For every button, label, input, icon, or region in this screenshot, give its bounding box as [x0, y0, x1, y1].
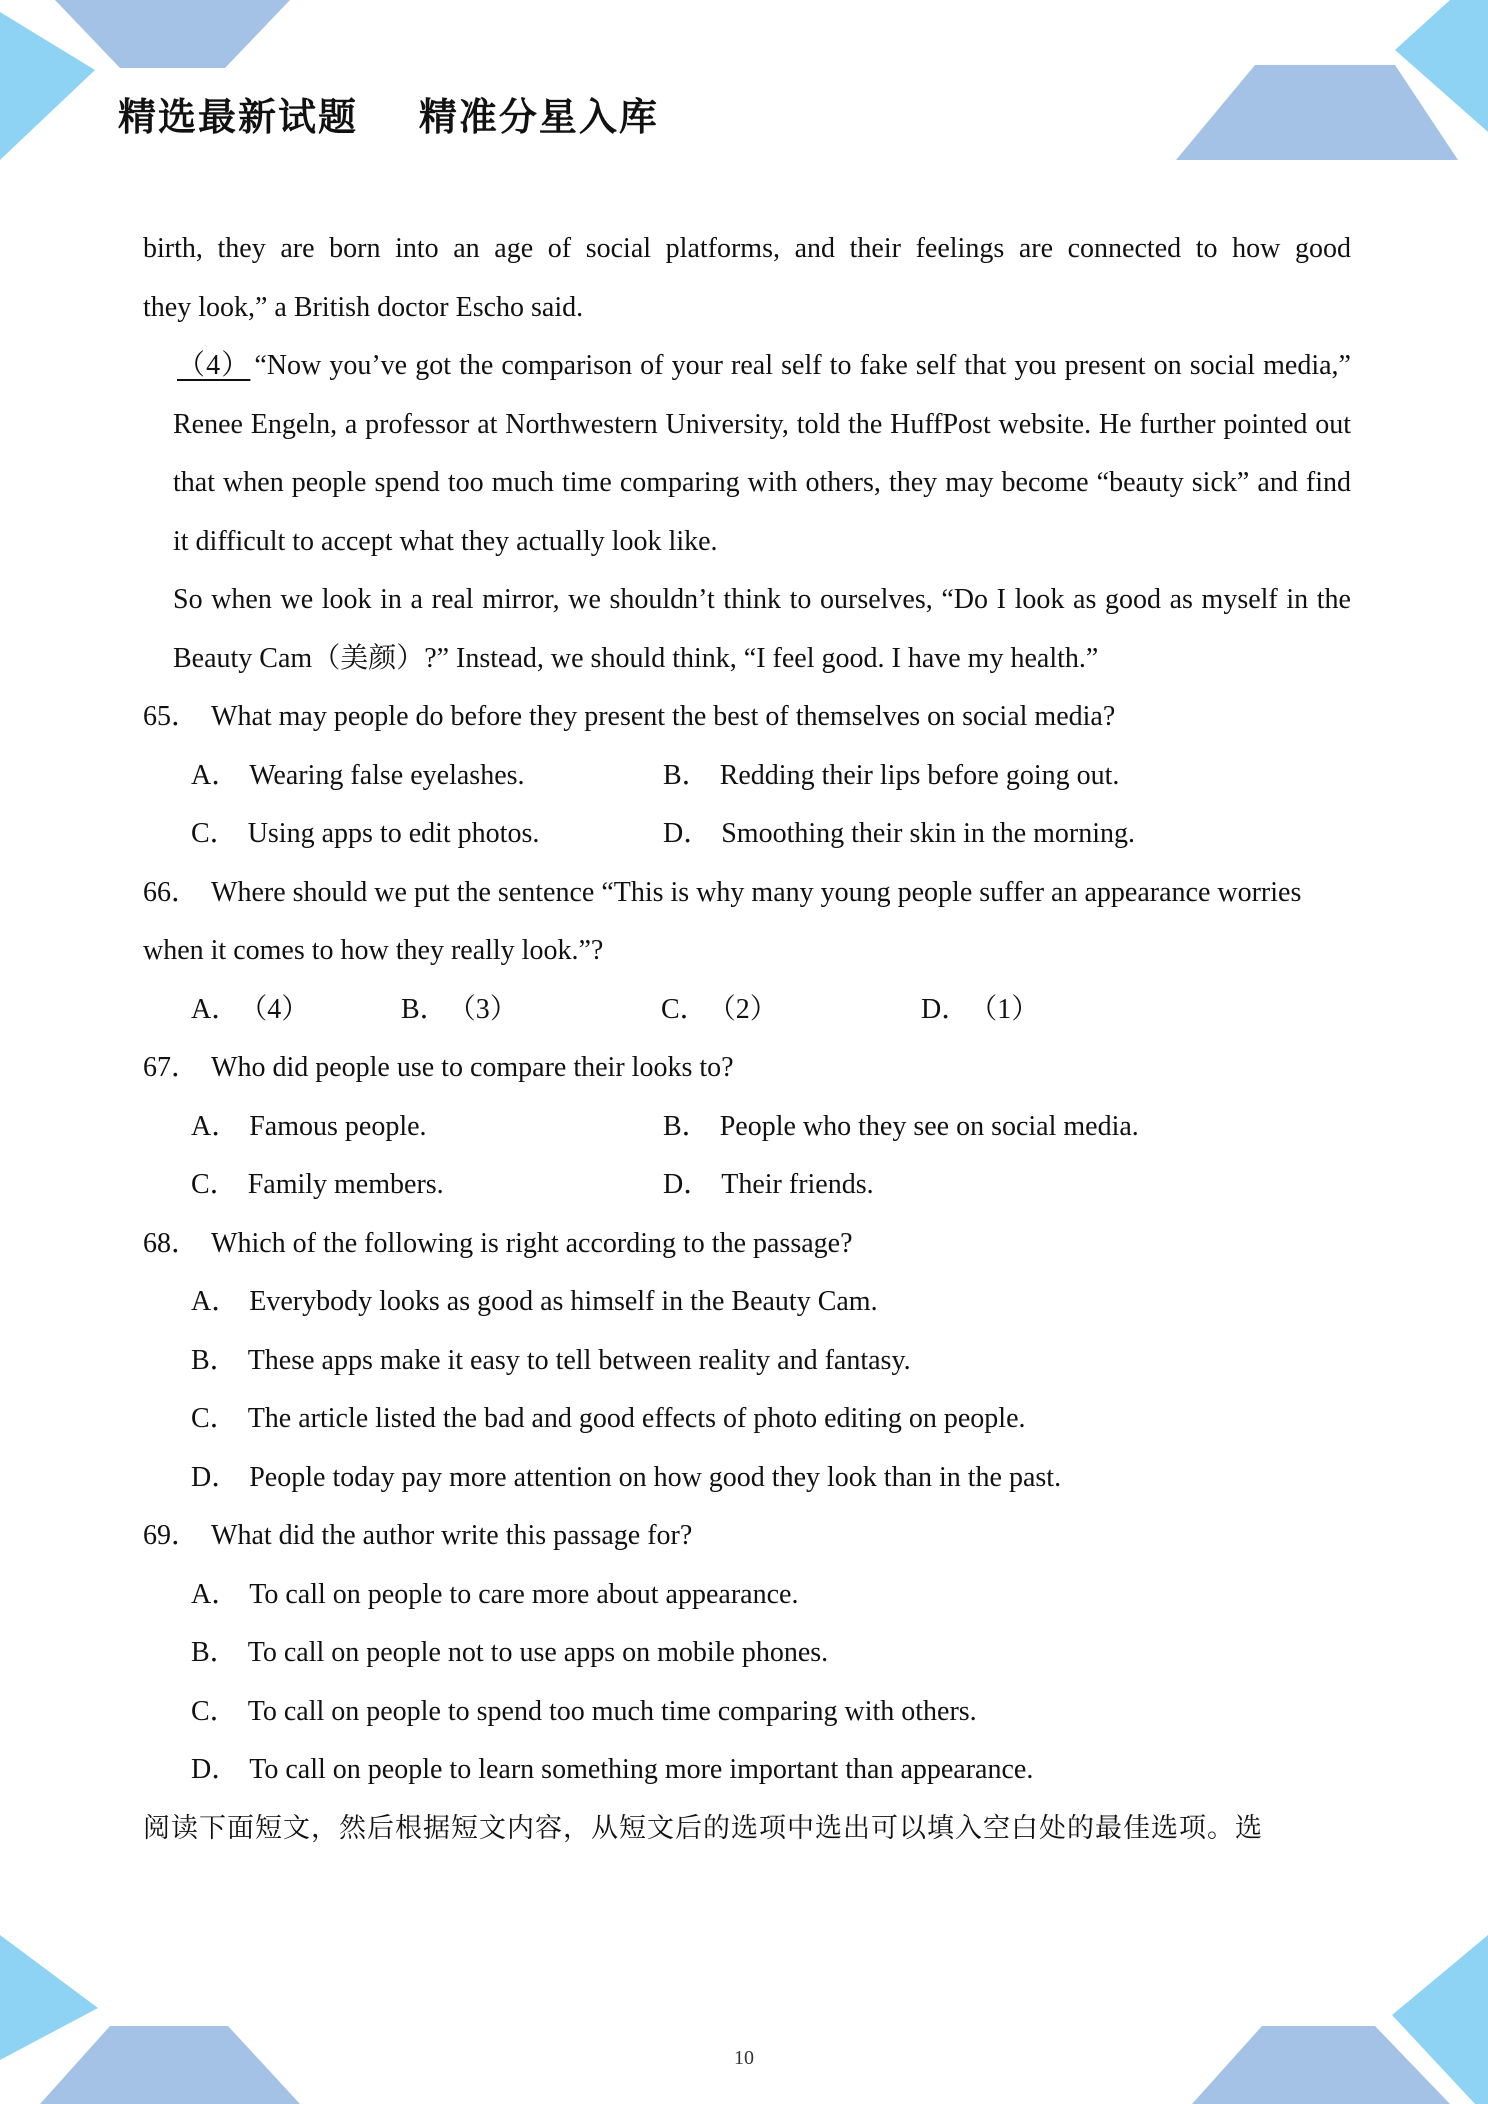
option-d — [143, 1741, 1351, 1800]
question-66 — [143, 864, 1351, 1040]
option-b — [143, 1332, 1351, 1391]
question-number: 68． — [143, 1227, 200, 1259]
option-text: Wearing false eyelashes. — [249, 759, 525, 791]
blank-marker: （4） — [177, 350, 251, 381]
option-text: These apps make it easy to tell between reality and fantasy. — [247, 1344, 911, 1376]
option-c — [661, 981, 921, 1040]
option-letter: A． — [191, 1286, 240, 1317]
option-letter: B． — [663, 1110, 710, 1142]
option-text: Smoothing their skin in the morning. — [721, 818, 1135, 849]
page-number: 10 — [734, 2047, 754, 2069]
option-letter: D． — [191, 1461, 240, 1493]
option-b — [663, 747, 1119, 806]
option-text: Redding their lips before going out. — [719, 759, 1120, 791]
option-text: To call on people to care more about appearance. — [249, 1578, 799, 1610]
option-row — [143, 805, 1351, 864]
option-letter: C． — [191, 1403, 238, 1434]
option-text: To call on people to spend too much time comparing with others. — [247, 1695, 977, 1727]
question-number: 65． — [143, 701, 200, 732]
option-row — [143, 1098, 1351, 1157]
option-text: （4） — [239, 993, 310, 1025]
option-a — [191, 1098, 663, 1157]
option-d — [663, 805, 1135, 864]
option-d — [921, 981, 1181, 1040]
option-letter: D． — [921, 993, 970, 1025]
option-row — [143, 747, 1351, 806]
option-text: （1） — [969, 993, 1040, 1025]
option-d — [143, 1449, 1351, 1508]
header-title: 精选最新试题 精准分星入库 — [118, 95, 659, 139]
option-text: People today pay more attention on how good they look than in the past. — [249, 1461, 1062, 1493]
option-letter: A． — [191, 1110, 240, 1142]
option-text: The article listed the bad and good effects of photo editing on people. — [247, 1403, 1026, 1434]
option-c — [191, 805, 663, 864]
option-text: To call on people not to use apps on mobile phones. — [247, 1637, 829, 1668]
question-number: 66． — [143, 876, 200, 908]
option-letter: B． — [191, 1344, 238, 1376]
option-c — [191, 1156, 663, 1215]
option-d — [663, 1156, 874, 1215]
option-letter: C． — [191, 1169, 238, 1200]
question-text: What may people do before they present the best of themselves on social media? — [211, 701, 1116, 732]
page-content — [143, 220, 1351, 1858]
option-b — [663, 1098, 1139, 1157]
question-number: 69． — [143, 1520, 200, 1551]
question-68 — [143, 1215, 1351, 1508]
passage-paragraph — [143, 337, 1351, 571]
option-letter: B． — [191, 1637, 238, 1668]
option-text: Family members. — [247, 1169, 444, 1200]
option-text: （3） — [447, 993, 518, 1025]
option-c — [143, 1390, 1351, 1449]
option-letter: A． — [191, 759, 240, 791]
option-text: Everybody looks as good as himself in the Beauty Cam. — [249, 1286, 878, 1317]
question-text: What did the author write this passage for? — [211, 1520, 693, 1551]
option-text: （2） — [707, 993, 778, 1025]
bottom-left-triangle — [0, 1935, 98, 2060]
option-row — [143, 1156, 1351, 1215]
question-67 — [143, 1039, 1351, 1215]
passage-line: they look,” a British doctor Escho said. — [143, 291, 584, 323]
paragraph-text: “Now you’ve got the comparison of your real self to fake self that you present on social media,” Renee Engeln, a professor at Northwestern University, told the HuffPost website. He further pointed out that when people spend too much time comparing with others, they may become “beauty sick” and find it difficult to accept what they actually look like. — [173, 350, 1351, 557]
question-69 — [143, 1507, 1351, 1800]
option-c — [143, 1683, 1351, 1742]
top-right-trapezoid — [1176, 65, 1458, 160]
option-a — [191, 747, 663, 806]
question-text: Who did people use to compare their looks to? — [211, 1052, 734, 1083]
question-number: 67． — [143, 1052, 200, 1083]
question-text: Where should we put the sentence “This is why many young people suffer an appearance worries when it comes to how they really look.”? — [143, 876, 1302, 966]
option-letter: D． — [663, 1169, 712, 1200]
option-text: Their friends. — [721, 1169, 874, 1200]
option-row — [143, 981, 1351, 1040]
top-left-trapezoid — [55, 0, 290, 68]
option-text: People who they see on social media. — [719, 1110, 1139, 1142]
option-letter: C． — [191, 818, 238, 849]
option-letter: C． — [191, 1695, 238, 1727]
option-a — [143, 1273, 1351, 1332]
option-b — [143, 1624, 1351, 1683]
option-letter: C． — [661, 993, 708, 1025]
top-left-triangle — [0, 12, 95, 160]
option-a — [191, 981, 401, 1040]
option-letter: A． — [191, 1578, 240, 1610]
option-letter: A． — [191, 993, 240, 1025]
section-instruction: 阅读下面短文，然后根据短文内容，从短文后的选项中选出可以填入空白处的最佳选项。选 — [143, 1812, 1263, 1844]
passage-line: birth, they are born into an age of social platforms, and their feelings are connected to how good — [143, 233, 1351, 264]
option-letter: B． — [663, 759, 710, 791]
question-text: Which of the following is right according to the passage? — [211, 1227, 853, 1259]
option-letter: B． — [401, 993, 448, 1025]
option-text: Famous people. — [249, 1110, 427, 1142]
option-letter: D． — [191, 1754, 240, 1785]
option-letter: D． — [663, 818, 712, 849]
option-a — [143, 1566, 1351, 1625]
option-text: Using apps to edit photos. — [247, 818, 540, 849]
option-text: To call on people to learn something more important than appearance. — [249, 1754, 1034, 1785]
question-65 — [143, 688, 1351, 864]
passage-paragraph: So when we look in a real mirror, we shouldn’t think to ourselves, “Do I look as good as myself in the Beauty Cam（美颜）?” Instead, we should think, “I feel good. I have my health.” — [173, 584, 1351, 674]
option-b — [401, 981, 661, 1040]
